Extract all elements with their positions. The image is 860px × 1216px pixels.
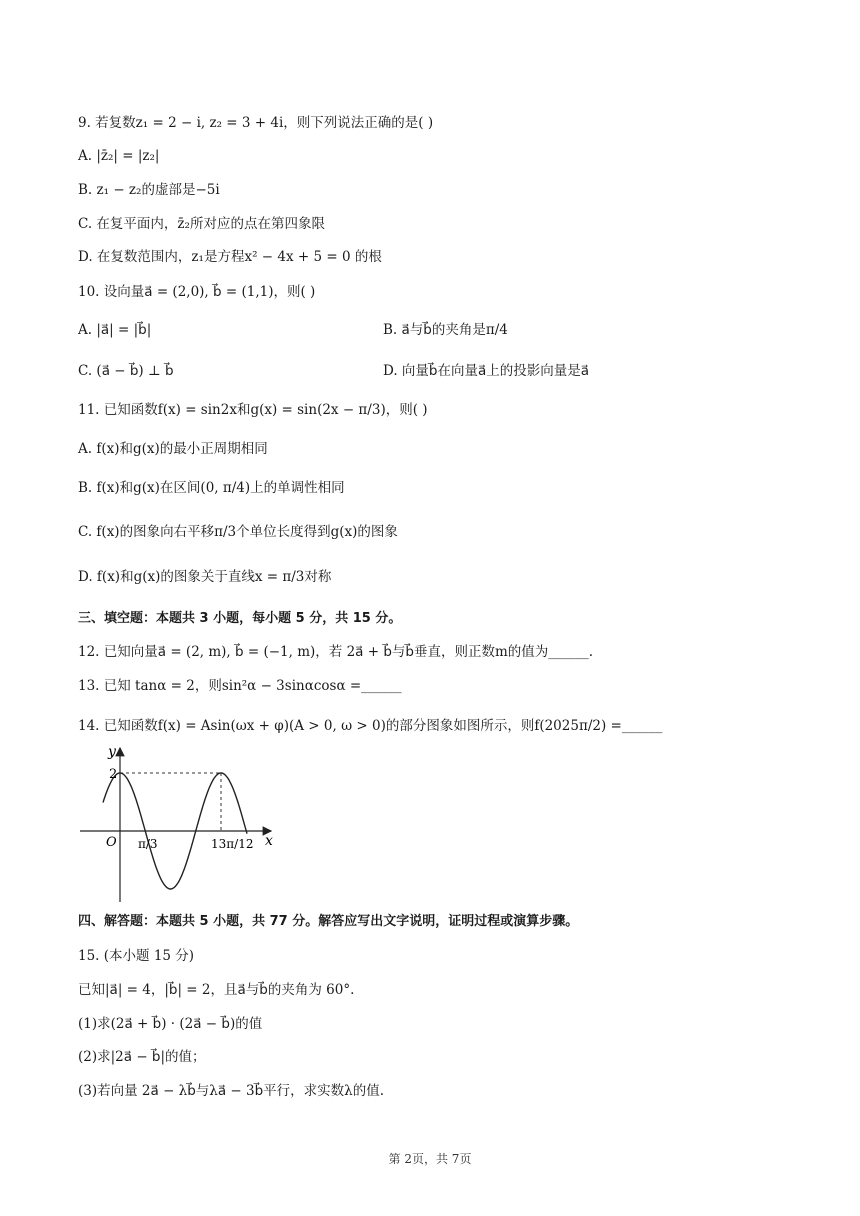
x-axis-label: x	[265, 833, 273, 849]
q10-option-c: C. (a⃗ − b⃗) ⊥ b⃗	[78, 363, 174, 379]
q15-heading: 15. (本小题 15 分)	[78, 948, 195, 964]
tick-pi-over-3: π/3	[138, 837, 158, 851]
sine-graph	[75, 742, 280, 907]
q15-part-1: (1)求(2a⃗ + b⃗) · (2a⃗ − b⃗)的值	[78, 1016, 263, 1032]
q15-part-2: (2)求|2a⃗ − b⃗|的值；	[78, 1049, 206, 1065]
q11-option-d: D. f(x)和g(x)的图象关于直线x = π/3对称	[78, 569, 332, 585]
q10-option-b: B. a⃗与b⃗的夹角是π/4	[383, 322, 508, 338]
q15-given: 已知|a⃗| = 4，|b⃗| = 2，且a⃗与b⃗的夹角为 60°.	[78, 982, 355, 998]
q10-option-a: A. |a⃗| = |b⃗|	[78, 322, 152, 338]
y-axis-label: y	[108, 744, 116, 760]
peak-value-label: 2	[109, 767, 118, 782]
q14: 14. 已知函数f(x) = Asin(ωx + φ)(A > 0, ω > 0)的部分图象如图所示，则f(2025π/2) =______	[78, 718, 663, 734]
q10-option-d: D. 向量b⃗在向量a⃗上的投影向量是a⃗	[383, 363, 590, 379]
q11-stem: 11. 已知函数f(x) = sin2x和g(x) = sin(2x − π/3)，则( )	[78, 402, 428, 418]
page-footer: 第 2页，共 7页	[388, 1152, 472, 1166]
origin-label: O	[106, 835, 117, 850]
q11-option-a: A. f(x)和g(x)的最小正周期相同	[78, 441, 268, 457]
q10-stem: 10. 设向量a⃗ = (2,0), b⃗ = (1,1)，则( )	[78, 284, 316, 300]
q11-option-b: B. f(x)和g(x)在区间(0, π/4)上的单调性相同	[78, 480, 345, 496]
q13: 13. 已知 tanα = 2，则sin²α − 3sinαcosα =______	[78, 678, 402, 694]
tick-13pi-over-12: 13π/12	[211, 837, 254, 851]
q9-option-c: C. 在复平面内，z̄₂所对应的点在第四象限	[78, 216, 325, 232]
q9-option-d: D. 在复数范围内，z₁是方程x² − 4x + 5 = 0 的根	[78, 249, 382, 265]
q9-option-a: A. |z̄₂| = |z₂|	[78, 148, 160, 164]
section-3-heading: 三、填空题：本题共 3 小题，每小题 5 分，共 15 分。	[78, 611, 402, 626]
q9-option-b: B. z₁ − z₂的虚部是−5i	[78, 182, 220, 198]
q11-option-c: C. f(x)的图象向右平移π/3个单位长度得到g(x)的图象	[78, 524, 398, 540]
q12: 12. 已知向量a⃗ = (2, m), b⃗ = (−1, m)，若 2a⃗ + b⃗与b⃗垂直，则正数m的值为______.	[78, 644, 594, 660]
section-4-heading: 四、解答题：本题共 5 小题，共 77 分。解答应写出文字说明，证明过程或演算步骤。	[78, 914, 579, 929]
q9-stem: 9. 若复数z₁ = 2 − i, z₂ = 3 + 4i，则下列说法正确的是( )	[78, 115, 434, 131]
q15-part-3: (3)若向量 2a⃗ − λb⃗与λa⃗ − 3b⃗平行，求实数λ的值.	[78, 1083, 385, 1099]
